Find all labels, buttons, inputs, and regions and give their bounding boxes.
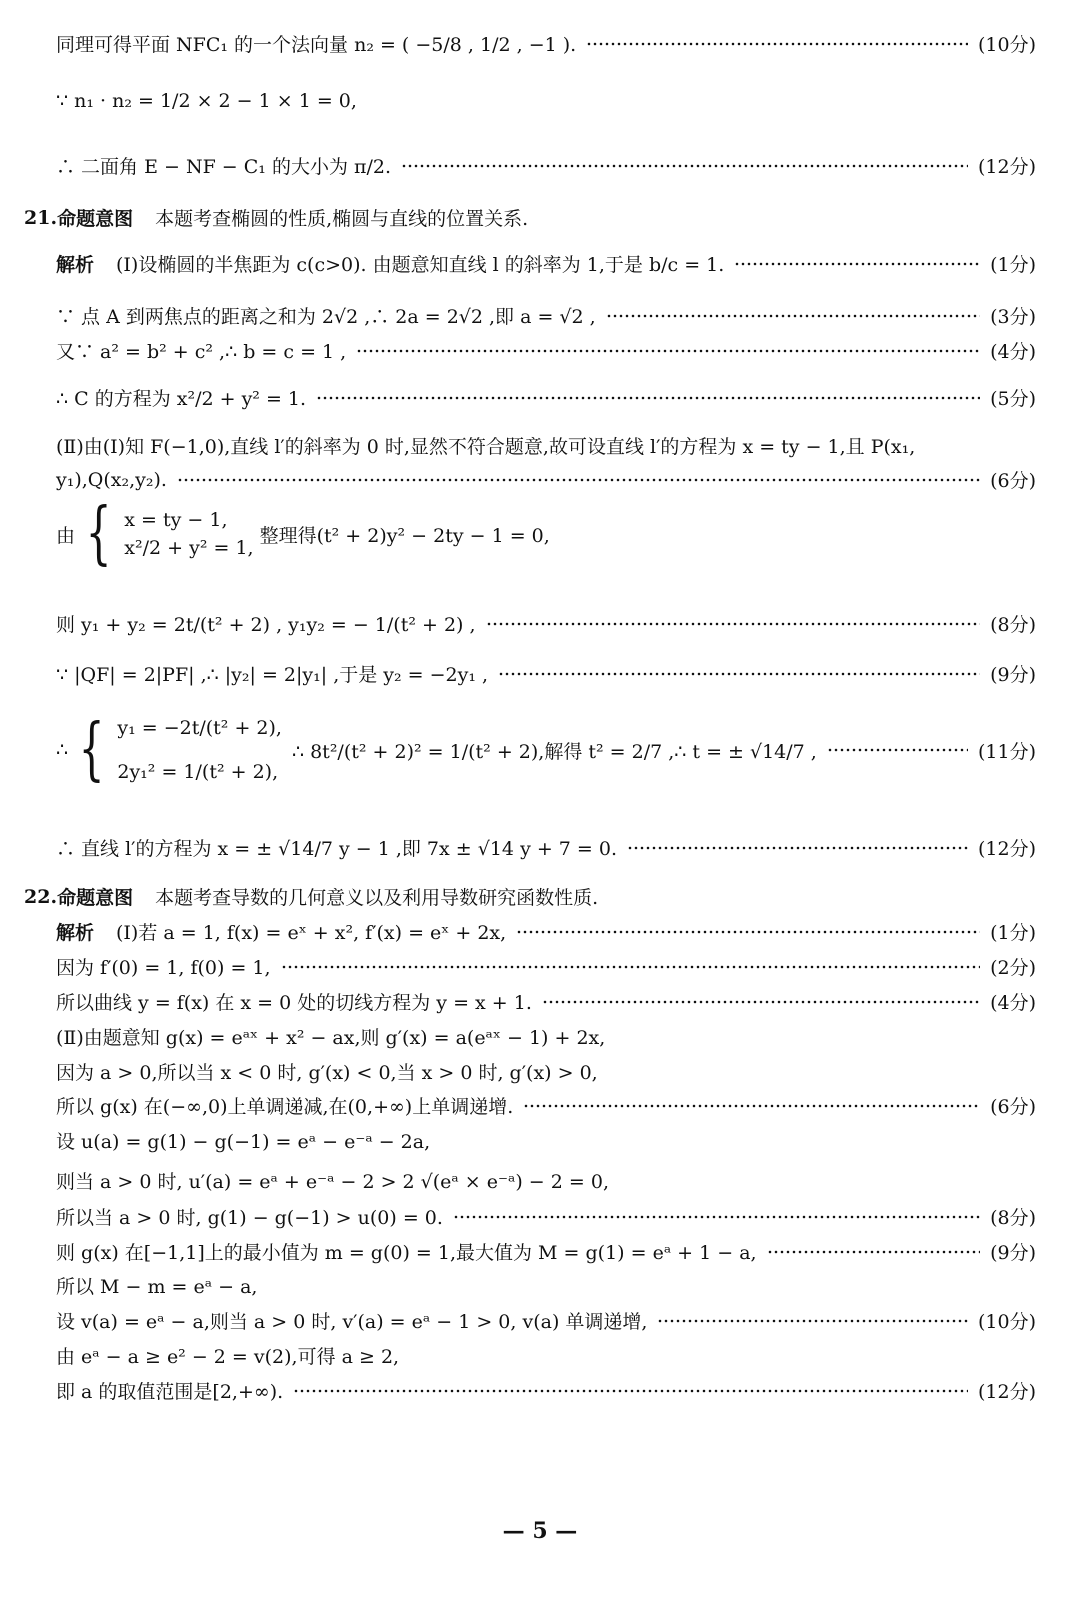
score-label: (4分) <box>990 992 1036 1014</box>
page-number: — 5 — <box>502 1518 578 1544</box>
line-text: (Ⅰ)若 a = 1, f(x) = eˣ + x², f′(x) = eˣ + 2x, <box>116 922 507 944</box>
score-label: (2分) <box>990 957 1036 979</box>
line-text: ∴ 二面角 E − NF − C₁ 的大小为 π/2. <box>56 156 392 178</box>
solution-line <box>56 953 1036 980</box>
line-text: 设 v(a) = eᵃ − a,则当 a > 0 时, v′(a) = eᵃ − 1 > 0, v(a) 单调递增, <box>56 1311 648 1333</box>
solution-line <box>56 834 1036 861</box>
intent-label: 命题意图 <box>57 887 134 909</box>
system-prefix: 由 <box>56 524 76 547</box>
line-text: ∴ C 的方程为 x²/2 + y² = 1. <box>56 388 307 410</box>
score-label: (8分) <box>990 614 1036 636</box>
line-text: 所以当 a > 0 时, g(1) − g(−1) > u(0) = 0. <box>56 1207 443 1229</box>
score-label: (5分) <box>990 388 1036 410</box>
line-text: 因为 a > 0,所以当 x < 0 时, g′(x) < 0,当 x > 0 时, g′(x) > 0, <box>56 1062 598 1084</box>
leader-dots <box>498 672 980 676</box>
line-text: 由 eᵃ − a ≥ e² − 2 = v(2),可得 a ≥ 2, <box>56 1346 400 1368</box>
solution-line <box>56 384 1036 411</box>
line-text: 所以 M − m = eᵃ − a, <box>56 1276 258 1298</box>
score-label: (10分) <box>977 34 1036 56</box>
question-number: 21. <box>24 206 58 229</box>
solution-line <box>56 1377 1036 1404</box>
solution-line <box>56 988 1036 1015</box>
leader-dots <box>293 1389 968 1393</box>
question-number: 22. <box>24 885 58 908</box>
solution-line <box>56 700 1036 800</box>
leader-dots <box>281 965 981 969</box>
line-text: 即 a 的取值范围是[2,+∞). <box>56 1381 284 1403</box>
leader-dots <box>767 1250 980 1254</box>
leader-dots <box>542 1000 980 1004</box>
leader-dots <box>516 930 980 934</box>
line-text: y₁),Q(x₂,y₂). <box>56 468 167 491</box>
line-text: ∵ n₁ · n₂ = 1/2 × 2 − 1 × 1 = 0, <box>56 90 357 112</box>
line-text: 因为 f′(0) = 1, f(0) = 1, <box>56 957 271 979</box>
solution-line <box>56 90 1036 112</box>
score-label: (8分) <box>990 1207 1036 1229</box>
line-text: ∵ 点 A 到两焦点的距离之和为 2√2 ,∴ 2a = 2√2 ,即 a = √2 , <box>56 306 596 328</box>
score-label: (4分) <box>990 341 1036 363</box>
solution-line <box>56 1203 1036 1230</box>
solution-line <box>56 1023 1036 1050</box>
score-label: (11分) <box>977 740 1036 763</box>
solution-line <box>56 1238 1036 1265</box>
system-equation: x = ty − 1, <box>124 509 228 531</box>
line-text: 设 u(a) = g(1) − g(−1) = eᵃ − e⁻ᵃ − 2a, <box>56 1131 431 1153</box>
leader-dots <box>486 622 981 626</box>
leader-dots <box>453 1215 980 1219</box>
leader-dots <box>316 396 980 400</box>
leader-dots <box>586 42 968 46</box>
leader-dots <box>356 349 980 353</box>
solution-line <box>56 660 1036 687</box>
system-equation: y₁ = −2t/(t² + 2), <box>117 717 282 739</box>
leader-dots <box>657 1319 968 1323</box>
analysis-label: 解析 <box>56 922 95 944</box>
line-text: (Ⅱ)由题意知 g(x) = eᵃˣ + x² − ax,则 g′(x) = a(eᵃˣ − 1) + 2x, <box>56 1027 606 1049</box>
solution-line <box>56 250 1036 277</box>
solution-line <box>56 466 1036 493</box>
score-label: (10分) <box>977 1311 1036 1333</box>
equation-system <box>56 494 550 573</box>
left-brace: { <box>85 494 112 573</box>
leader-dots <box>401 164 968 168</box>
score-label: (12分) <box>977 156 1036 178</box>
system-suffix: ∴ 8t²/(t² + 2)² = 1/(t² + 2),解得 t² = 2/7 ,∴ t = ± √14/7 , <box>291 740 817 763</box>
system-prefix: ∴ <box>56 739 69 761</box>
leader-dots <box>177 478 980 482</box>
line-text: 又∵ a² = b² + c² ,∴ b = c = 1 , <box>56 341 347 363</box>
solution-line <box>56 1092 1036 1119</box>
line-text: 则 g(x) 在[−1,1]上的最小值为 m = g(0) = 1,最大值为 M = g(1) = eᵃ + 1 − a, <box>56 1242 757 1264</box>
score-label: (6分) <box>990 470 1036 492</box>
score-label: (9分) <box>990 1242 1036 1264</box>
score-label: (1分) <box>990 254 1036 276</box>
line-text: (Ⅱ)由(Ⅰ)知 F(−1,0),直线 l′的斜率为 0 时,显然不符合题意,故可设直线 l′的方程为 x = ty − 1,且 P(x₁, <box>56 436 916 458</box>
line-text: 则当 a > 0 时, u′(a) = eᵃ + e⁻ᵃ − 2 > 2 √(eᵃ × e⁻ᵃ) − 2 = 0, <box>56 1171 609 1193</box>
line-text: 所以 g(x) 在(−∞,0)上单调递减,在(0,+∞)上单调递增. <box>56 1096 514 1118</box>
question-22-heading <box>24 883 1036 910</box>
solution-line <box>56 1127 1036 1154</box>
leader-dots <box>734 262 980 266</box>
system-equation: x²/2 + y² = 1, <box>124 537 254 559</box>
solution-line <box>56 30 1036 57</box>
line-text: ∵ |QF| = 2|PF| ,∴ |y₂| = 2|y₁| ,于是 y₂ = −2y₁ , <box>56 664 489 686</box>
solution-line <box>56 1307 1036 1334</box>
solution-line <box>56 302 1036 329</box>
solution-line <box>56 1167 1036 1194</box>
left-brace: { <box>78 710 105 789</box>
system-suffix: 整理得(t² + 2)y² − 2ty − 1 = 0, <box>259 524 550 547</box>
intent-label: 命题意图 <box>57 208 134 230</box>
line-text: (Ⅰ)设椭圆的半焦距为 c(c>0). 由题意知直线 l 的斜率为 1,于是 b/c = 1. <box>116 254 725 276</box>
solution-line <box>56 337 1036 364</box>
solution-line <box>56 152 1036 179</box>
leader-dots <box>627 846 968 850</box>
solution-line <box>56 1342 1036 1369</box>
solution-line <box>56 1272 1036 1299</box>
line-text: ∴ 直线 l′的方程为 x = ± √14/7 y − 1 ,即 7x ± √14 y + 7 = 0. <box>56 838 618 860</box>
score-label: (9分) <box>990 664 1036 686</box>
line-text: 所以曲线 y = f(x) 在 x = 0 处的切线方程为 y = x + 1. <box>56 992 532 1014</box>
leader-dots <box>606 314 980 318</box>
line-text: 则 y₁ + y₂ = 2t/(t² + 2) , y₁y₂ = − 1/(t² + 2) , <box>56 614 476 636</box>
system-equation: 2y₁² = 1/(t² + 2), <box>117 761 279 783</box>
line-text: 同理可得平面 NFC₁ 的一个法向量 n₂ = ( −5/8 , 1/2 , −1 ). <box>56 34 577 56</box>
leader-dots <box>523 1104 980 1108</box>
analysis-label: 解析 <box>56 254 95 276</box>
solution-line <box>56 1058 1036 1085</box>
score-label: (3分) <box>990 306 1036 328</box>
score-label: (12分) <box>977 1381 1036 1403</box>
score-label: (12分) <box>977 838 1036 860</box>
leader-dots <box>827 748 968 752</box>
question-21-heading <box>24 204 1036 231</box>
score-label: (6分) <box>990 1096 1036 1118</box>
solution-line <box>56 610 1036 637</box>
intent-text: 本题考查椭圆的性质,椭圆与直线的位置关系. <box>155 208 529 230</box>
intent-text: 本题考查导数的几何意义以及利用导数研究函数性质. <box>155 887 599 909</box>
score-label: (1分) <box>990 922 1036 944</box>
solution-line <box>56 918 1036 945</box>
solution-line <box>56 432 1036 459</box>
